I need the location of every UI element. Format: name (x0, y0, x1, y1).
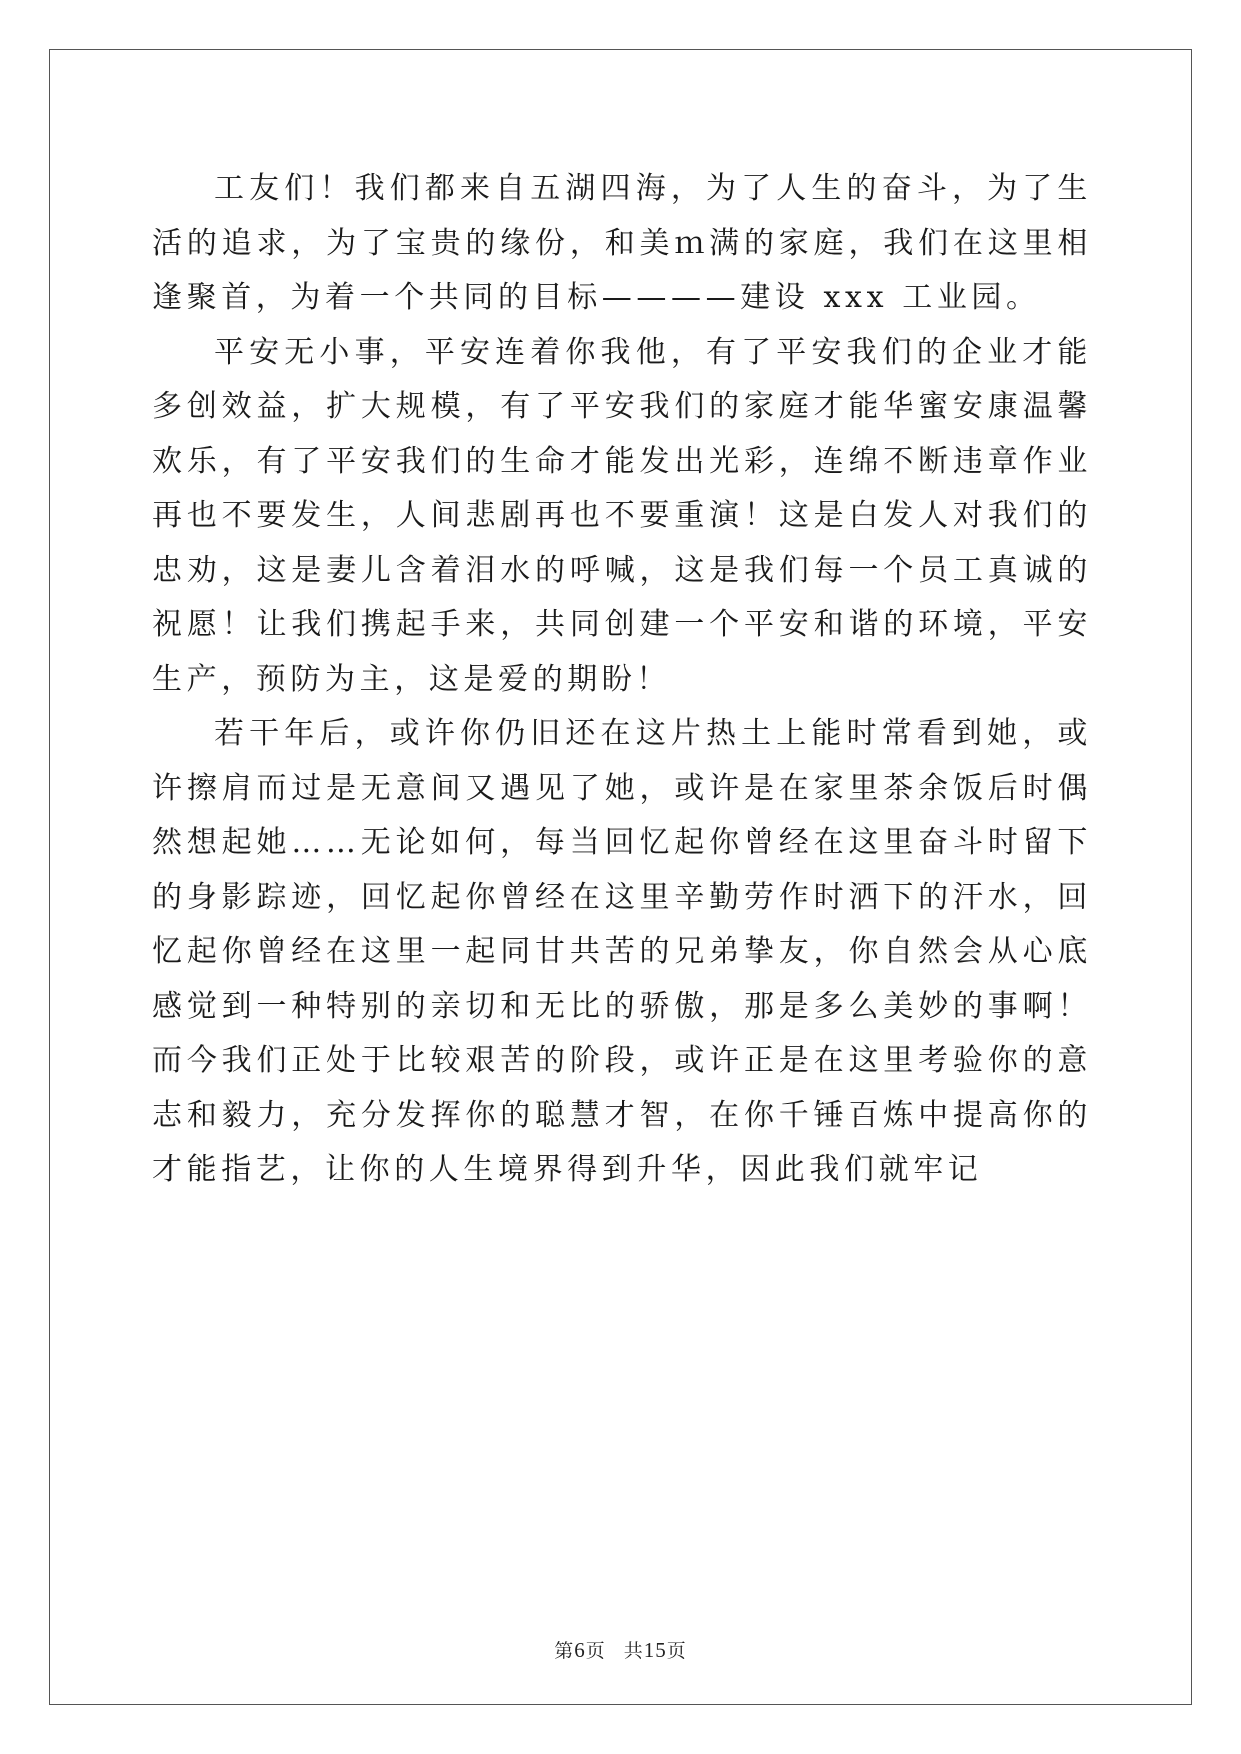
paragraph-3: 若干年后，或许你仍旧还在这片热土上能时常看到她，或许擦肩而过是无意间又遇见了她，或许是在家里茶余饭后时偶然想起她……无论如何，每当回忆起你曾经在这里奋斗时留下的身影踪迹，回忆起你曾经在这里辛勤劳作时洒下的汗水，回忆起你曾经在这里一起同甘共苦的兄弟挚友，你自然会从心底感觉到一种特别的亲切和无比的骄傲，那是多么美妙的事啊！而今我们正处于比较艰苦的阶段，或许正是在这里考验你的意志和毅力，充分发挥你的聪慧才智，在你千锤百炼中提高你的才能指艺，让你的人生境界得到升华，因此我们就牢记 (152, 716, 1092, 1187)
total-suffix: 页 (666, 1640, 687, 1662)
current-page-number: 6 (574, 1638, 586, 1662)
total-prefix: 共 (623, 1640, 644, 1662)
total-page-count: 15 (643, 1638, 667, 1662)
paragraph-2: 平安无小事，平安连着你我他，有了平安我们的企业才能多创效益，扩大规模，有了平安我们的家庭才能华蜜安康温馨欢乐，有了平安我们的生命才能发出光彩，连绵不断违章作业再也不要发生，人间悲剧再也不要重演！这是白发人对我们的忠劝，这是妻儿含着泪水的呼喊，这是我们每一个员工真诚的祝愿！让我们携起手来，共同创建一个平安和谐的环境，平安生产，预防为主，这是爱的期盼！ (152, 334, 1092, 697)
paragraph-1: 工友们！我们都来自五湖四海，为了人生的奋斗，为了生活的追求，为了宝贵的缘份，和美ｍ满的家庭，我们在这里相逢聚首，为着一个共同的目标————建设 xxx 工业园。 (152, 171, 1092, 315)
document-body (152, 162, 1092, 1198)
page-footer (0, 1636, 1241, 1663)
page-suffix: 页 (585, 1640, 606, 1662)
page-prefix: 第 (554, 1640, 575, 1662)
